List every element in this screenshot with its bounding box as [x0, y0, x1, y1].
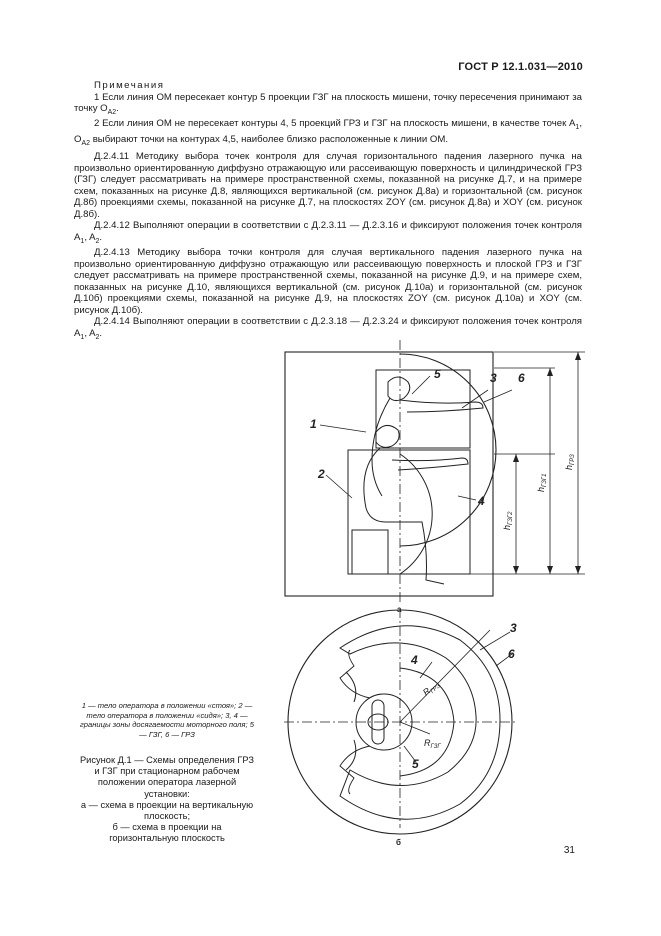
- view-label-a: а: [397, 605, 402, 614]
- paragraph-d2413: Д.2.4.13 Методику выбора точки контроля для случая вертикального падения лазерного пучка на произвольно ориентированную диффузно отражающую или рассеивающую поверхность и плоской ГРЗ и ГЗГ следует рассматривать на примере пространственной схемы, показанной на рисунке Д.9, и на примере схем, показанных на рисунке Д.10, являющихся вертикальной (см. рисунок Д.10а) и горизонтальной (см. рисунок Д.10б) проекциями схемы, показанной на рисунке Д.9, на плоскостях ZOY (см. рисунок Д.10а) и XOY (см. рисунок Д.10б).: [74, 247, 582, 316]
- radius-gzg: [400, 722, 430, 734]
- figure-legend: 1 — тело оператора в положении «стоя»; 2 — тело оператора в положении «сидя»; 3, 4 — границы зоны досягаемости моторного поля; 5 — ГЗГ, 6 — ГРЗ: [80, 701, 254, 739]
- body-text: [74, 80, 582, 343]
- label-1: 1: [310, 417, 317, 431]
- caption-b: б — схема в проекции на горизонтальную плоскость: [109, 822, 225, 844]
- radius-grz: [400, 630, 490, 722]
- reach-boundary-4: [400, 454, 432, 574]
- caption-title: Рисунок Д.1 — Схемы определения ГРЗ и ГЗГ при стационарном рабочем положении оператора лазерной установки:: [79, 755, 255, 799]
- dim-label-h-gzg1: $h_{ГЗГ1}$: [536, 473, 548, 492]
- reach-boundary-3-top: [340, 626, 500, 819]
- paragraph-d2412: Д.2.4.12 Выполняют операции в соответствии с Д.2.3.11 — Д.2.3.16 и фиксируют положения точек контроля $A_1$, $A_2$.: [74, 220, 582, 245]
- document-header: ГОСТ Р 12.1.031—2010: [458, 61, 583, 73]
- label-b-3: 3: [510, 621, 517, 635]
- view-label-b: б: [396, 838, 401, 847]
- note-2: 2 Если линия ОМ не пересекает контуры 4, 5 проекций ГРЗ и ГЗГ на плоскость мишени, в качестве точек $A_1$, $O_{A2}$ выбирают точки на контурах 4,5, наиболее близко расположенные к линии ОМ.: [74, 118, 582, 147]
- page-number: 31: [563, 845, 575, 856]
- label-b-4: 4: [411, 653, 418, 667]
- standing-head: [388, 377, 410, 401]
- view-b-horizontal-projection: [284, 608, 518, 834]
- dim-label-h-grz: $h_{ГРЗ}$: [564, 454, 576, 470]
- seated-head: [376, 425, 399, 447]
- label-5: 5: [434, 367, 441, 381]
- figure-d1: [280, 330, 620, 850]
- paragraph-d2414: Д.2.4.14 Выполняют операции в соответствии с Д.2.3.18 — Д.2.3.24 и фиксируют положения точек контроля $A_1$, $A_2$.: [74, 316, 582, 341]
- figure-caption: [78, 755, 256, 845]
- seat: [352, 530, 388, 574]
- gzg-arc: [400, 668, 454, 776]
- label-r-grz: $R_{ГРЗ}$: [420, 683, 442, 698]
- label-4: 4: [478, 494, 485, 508]
- label-6: 6: [518, 371, 525, 385]
- caption-a: а — схема в проекции на вертикальную плоскость;: [80, 799, 254, 822]
- upper-zone: [376, 370, 470, 448]
- dim-label-h-gzg2: $h_{ГЗГ2}$: [502, 511, 514, 530]
- notes-title: Примечания: [94, 80, 165, 91]
- note-1: 1 Если линия ОМ пересекает контур 5 проекции ГЗГ на плоскость мишени, точку пересечения принимают за точку $O_{A2}$.: [74, 91, 582, 116]
- label-b-5: 5: [412, 757, 419, 771]
- label-b-6: 6: [508, 647, 515, 661]
- seated-body: [364, 448, 468, 584]
- label-2: 2: [318, 467, 325, 481]
- grz-outline: [285, 352, 493, 596]
- paragraph-d2411: Д.2.4.11 Методику выбора точек контроля для случая горизонтального падения лазерного пучка на произвольно ориентированную диффузно отражающую или рассеивающую поверхность и цилиндрической ГРЗ (ГЗГ) следует рассматривать на примере пространственной схемы, показанной на рисунке Д.7, и на примере схем, показанных на рисунке Д.8, являющихся вертикальной (см. рисунок Д.8а) и горизонтальной (см. рисунок Д.8б) проекциями схемы, показанной на рисунке Д.7, на плоскостях ZOY (см. рисунок Д.8а) и XOY (см. рисунок Д.8б).: [74, 151, 582, 220]
- label-r-gzg: $R_{ГЗГ}$: [424, 738, 441, 750]
- label-3: 3: [490, 371, 497, 385]
